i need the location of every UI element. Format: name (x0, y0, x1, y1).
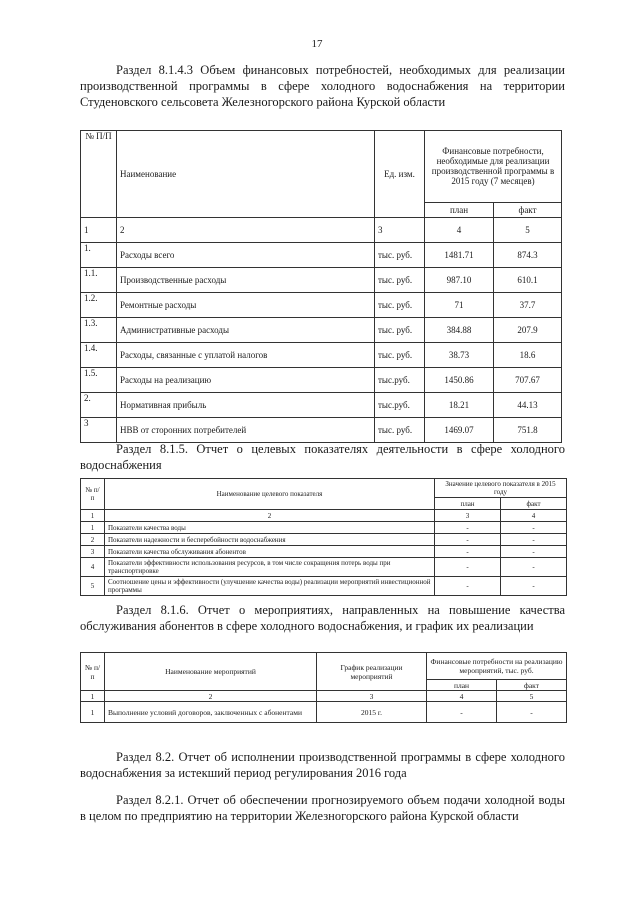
table-row: 1 Показатели качества воды - - (81, 522, 567, 534)
col-header-fin: Финансовые потребности на реализацию мероприятий, тыс. руб. (427, 653, 567, 680)
col-header-fact: факт (494, 202, 562, 217)
col-header-unit: Ед. изм. (375, 131, 425, 218)
table-row: 4 Показатели эффективности использования ресурсов, в том числе сокращения потерь воды при транспортировке - - (81, 558, 567, 577)
target-indicators-table (80, 478, 567, 596)
column-number-row: 1 2 3 4 5 (81, 691, 567, 702)
col-header-plan: план (425, 202, 494, 217)
table-row: 2. Нормативная прибыль тыс.руб. 18.21 44.13 (81, 393, 562, 418)
col-header-name: Наименование (117, 131, 375, 218)
measures-table (80, 652, 567, 723)
column-number-row: 1 2 3 4 5 (81, 218, 562, 243)
table-row: 1. Расходы всего тыс. руб. 1481.71 874.3 (81, 243, 562, 268)
table-row: 1 Выполнение условий договоров, заключенных с абонентами 2015 г. - - (81, 702, 567, 723)
col-header-schedule: График реализации мероприятий (317, 653, 427, 691)
table-row: 5 Соотношение цены и эффективности (улучшение качества воды) реализации мероприятий инвестиционной программы - - (81, 577, 567, 596)
financial-needs-table (80, 130, 562, 443)
col-header-plan: план (435, 498, 501, 510)
table-row: 1.4. Расходы, связанные с уплатой налогов тыс. руб. 38.73 18.6 (81, 343, 562, 368)
col-header-num: № п/п (81, 479, 105, 510)
table-row: 1.5. Расходы на реализацию тыс.руб. 1450.86 707.67 (81, 368, 562, 393)
col-header-name: Наименование целевого показателя (105, 479, 435, 510)
section-8-2-heading: Раздел 8.2. Отчет об исполнении производственной программы в сфере холодного водоснабжения за истекший период регулирования 2016 года (80, 750, 565, 780)
page-number: 17 (311, 38, 323, 50)
col-header-plan: план (427, 680, 497, 691)
table-row: 3 Показатели качества обслуживания абонентов - - (81, 546, 567, 558)
section-8-1-4-3-heading: Раздел 8.1.4.3 Объем финансовых потребностей, необходимых для реализации производственной программы в сфере холодного водоснабжения на территории Студеновского сельсовета Железногорского района Курской области (80, 63, 565, 109)
table-row: 1.3. Административные расходы тыс. руб. 384.88 207.9 (81, 318, 562, 343)
col-header-value: Значение целевого показателя в 2015 году (435, 479, 567, 498)
table-row: 3 НВВ от сторонних потребителей тыс. руб. 1469.07 751.8 (81, 418, 562, 443)
col-header-fact: факт (501, 498, 567, 510)
col-header-name: Наименование мероприятий (105, 653, 317, 691)
section-8-2-1-heading: Раздел 8.2.1. Отчет об обеспечении прогнозируемого объем подачи холодной воды в целом по предприятию на территории Железногорского района Курской области (80, 793, 565, 823)
col-header-fin: Финансовые потребности, необходимые для реализации производственной программы в 2015 году (7 месяцев) (425, 131, 562, 203)
table-row: 2 Показатели надежности и бесперебойности водоснабжения - - (81, 534, 567, 546)
col-header-fact: факт (497, 680, 567, 691)
column-number-row: 1 2 3 4 (81, 510, 567, 522)
col-header-num: № п/п (81, 653, 105, 691)
section-8-1-6-heading: Раздел 8.1.6. Отчет о мероприятиях, направленных на повышение качества обслуживания абонентов в сфере холодного водоснабжения, и график их реализации (80, 603, 565, 633)
table-row: 1.2. Ремонтные расходы тыс. руб. 71 37.7 (81, 293, 562, 318)
table-row: 1.1. Производственные расходы тыс. руб. 987.10 610.1 (81, 268, 562, 293)
section-8-1-5-heading: Раздел 8.1.5. Отчет о целевых показателях деятельности в сфере холодного водоснабжения (80, 442, 565, 472)
col-header-num: № П/П (81, 131, 117, 218)
